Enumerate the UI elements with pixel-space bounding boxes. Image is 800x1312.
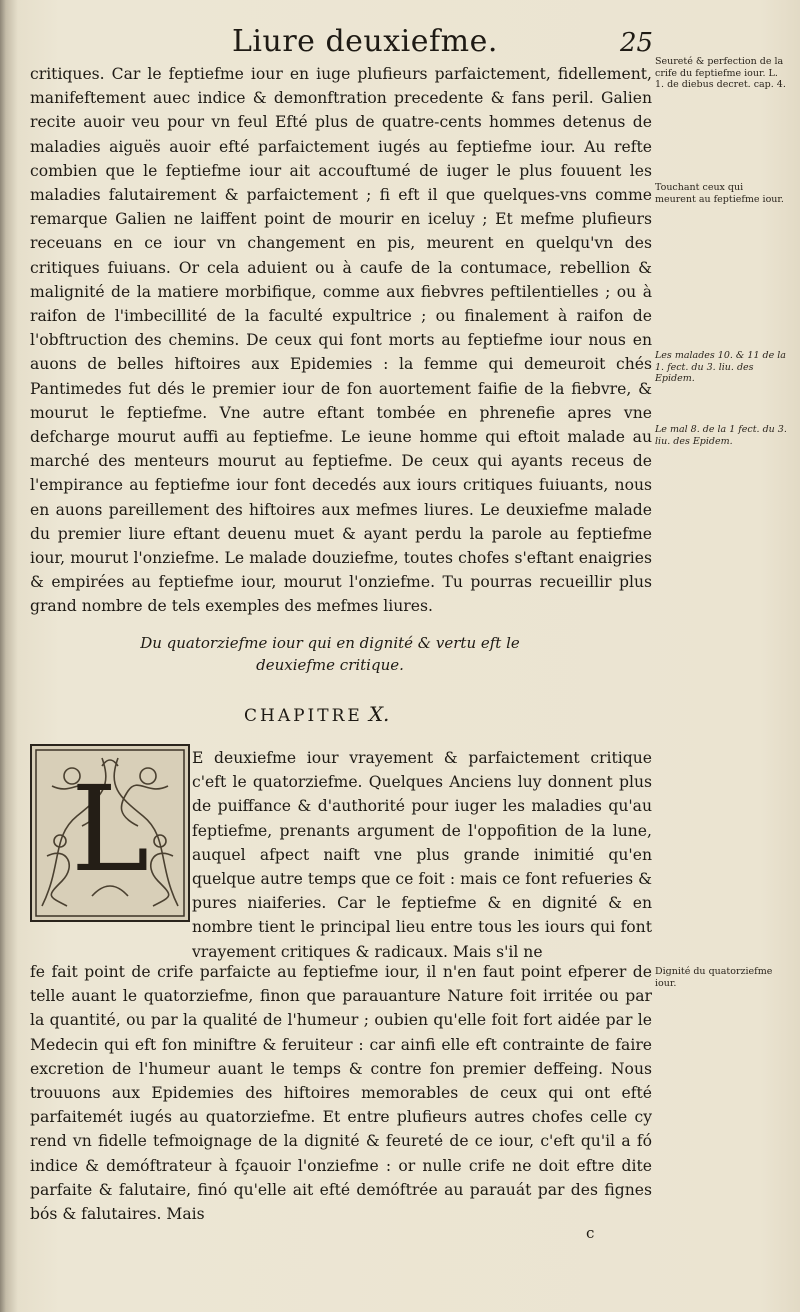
chapter-opening-paragraph: E deuxiefme iour vrayement & parfaictement critique c'eft le quatorziefme. Quelques Anciens luy donnent plus de puiffance & d'authorité pour iuger les maladies qu'au feptiefme, prenants argument de l'oppofition de la lune, auquel afpect naift vne plus grande inimitié qu'en quelque autre temps que ce foit : mais ce font refueries & pures niaiferies. Car le feptiefme & en dignité & en nombre tient le principal lieu entre tous les iours qui font vrayement critiques & radicaux. Mais s'il ne — [192, 749, 652, 961]
chapter-continuation-paragraph: fe fait point de crife parfaicte au feptiefme iour, il n'en faut point efperer de telle auant le quatorziefme, finon que parauanture Nature foit irritée ou par la quantité, ou par la qualité de l'humeur ; oubien qu'elle foit fort aidée par le Medecin qui eft fon miniftre & feruiteur : car ainfi elle eft contrainte de faire excretion de l'humeur auant le temps & contre fon premier deffeing. Nous trouuons aux Epidemies des hiftoires memorables de ceux qui ont efté parfaitemét iugés au quatorziefme. Et entre plufieurs autres chofes celle cy rend vn fidelle tefmoignage de la dignité & feureté de ce iour, c'eft qu'il a fó indice & demóftrateur à fçauoir l'onziefme : or nulle crife ne doit eftre dite parfaite & falutaire, finó qu'elle ait efté demóftrée au parauát par des fignes bós & falutaires. Mais — [30, 963, 652, 1224]
paragraph-text: critiques. Car le feptiefme iour en iuge plufieurs parfaictement, fidellement, manifeftement auec indice & demonftration precedente & fans peril. Galien recite auoir veu pour vn feul Efté plus de quatre-cents hommes detenus de maladies aiguës auoir efté parfaictement iugés au feptiefme iour. Au refte combien que le feptiefme iour ait accouftumé de iuger le plus fouuent les maladies falutairement & parfaictement ; fi eft il que quelques-vns comme remarque Galien ne laiffent point de mourir en iceluy ; Et mefme plufieurs receuans en ce iour vn changement en pis, meurent en quelqu'vn des critiques fuiuans. Or cela aduient ou à caufe de la contumace, rebellion & malignité de la matiere morbifique, comme aux fiebvres peftilentielles ; ou à raifon de l'imbecillité de la faculté expultrice ; ou finalement à raifon de l'obftruction des chemins. De ceux qui font morts au feptiefme iour nous en auons de belles hiftoires aux Epidemies : la femme qui demeuroit chés Pantimedes fut dés le premier iour de fon auortement faifie de la fiebvre, & mourut le feptiefme. Vne autre eftant tombée en phrenefie apres vne defcharge mourut auffi au feptiefme. Le ieune homme qui eftoit malade au marché des menteurs mourut au feptiefme. De ceux qui ayants receus de l'empirance au feptiefme iour font decedés aux iours critiques fuiuants, nous en auons pareillement des hiftoires aux mefmes liures. Le deuxiefme malade du premier liure eftant deuenu muet & ayant perdu la parole au feptiefme iour, mourut l'onziefme. Le malade douziefme, toutes chofes s'eftant enaigries & empirées au feptiefme iour, mourut l'onziefme. Tu pourras recueillir plus grand nombre de tels exemples des mefmes liures. — [30, 65, 652, 616]
chapter-opening-text — [192, 746, 652, 964]
chapter-heading — [244, 702, 389, 726]
margin-note-5: Dignité du quatorziefme iour. — [655, 966, 773, 989]
margin-note-3: Les malades 10. & 11 de la 1. fect. du 3. liu. des Epidem. — [655, 350, 786, 384]
main-paragraph — [30, 62, 652, 619]
margin-note-1: Seureté & perfection de la crife du feptiefme iour. L. 1. de diebus decret. cap. 4. — [655, 56, 786, 90]
margin-note-2: Touchant ceux qui meurent au feptiefme iour. — [655, 182, 784, 205]
decorated-initial — [30, 744, 190, 922]
chapter-continuation-text — [30, 960, 652, 1226]
chapter-number: X. — [368, 702, 390, 726]
margin-note-4: Le mal 8. de la 1 fect. du 3. liu. des Epidem. — [655, 424, 787, 447]
catchword: c — [586, 1224, 595, 1242]
initial-letter: L — [70, 760, 150, 898]
running-title: Liure deuxiefme. — [232, 24, 498, 59]
section-title: Du quatorziefme iour qui en dignité & vertu eft le deuxiefme critique. — [140, 634, 520, 674]
chapter-label: CHAPITRE — [244, 706, 363, 726]
page-number: 25 — [620, 28, 654, 58]
